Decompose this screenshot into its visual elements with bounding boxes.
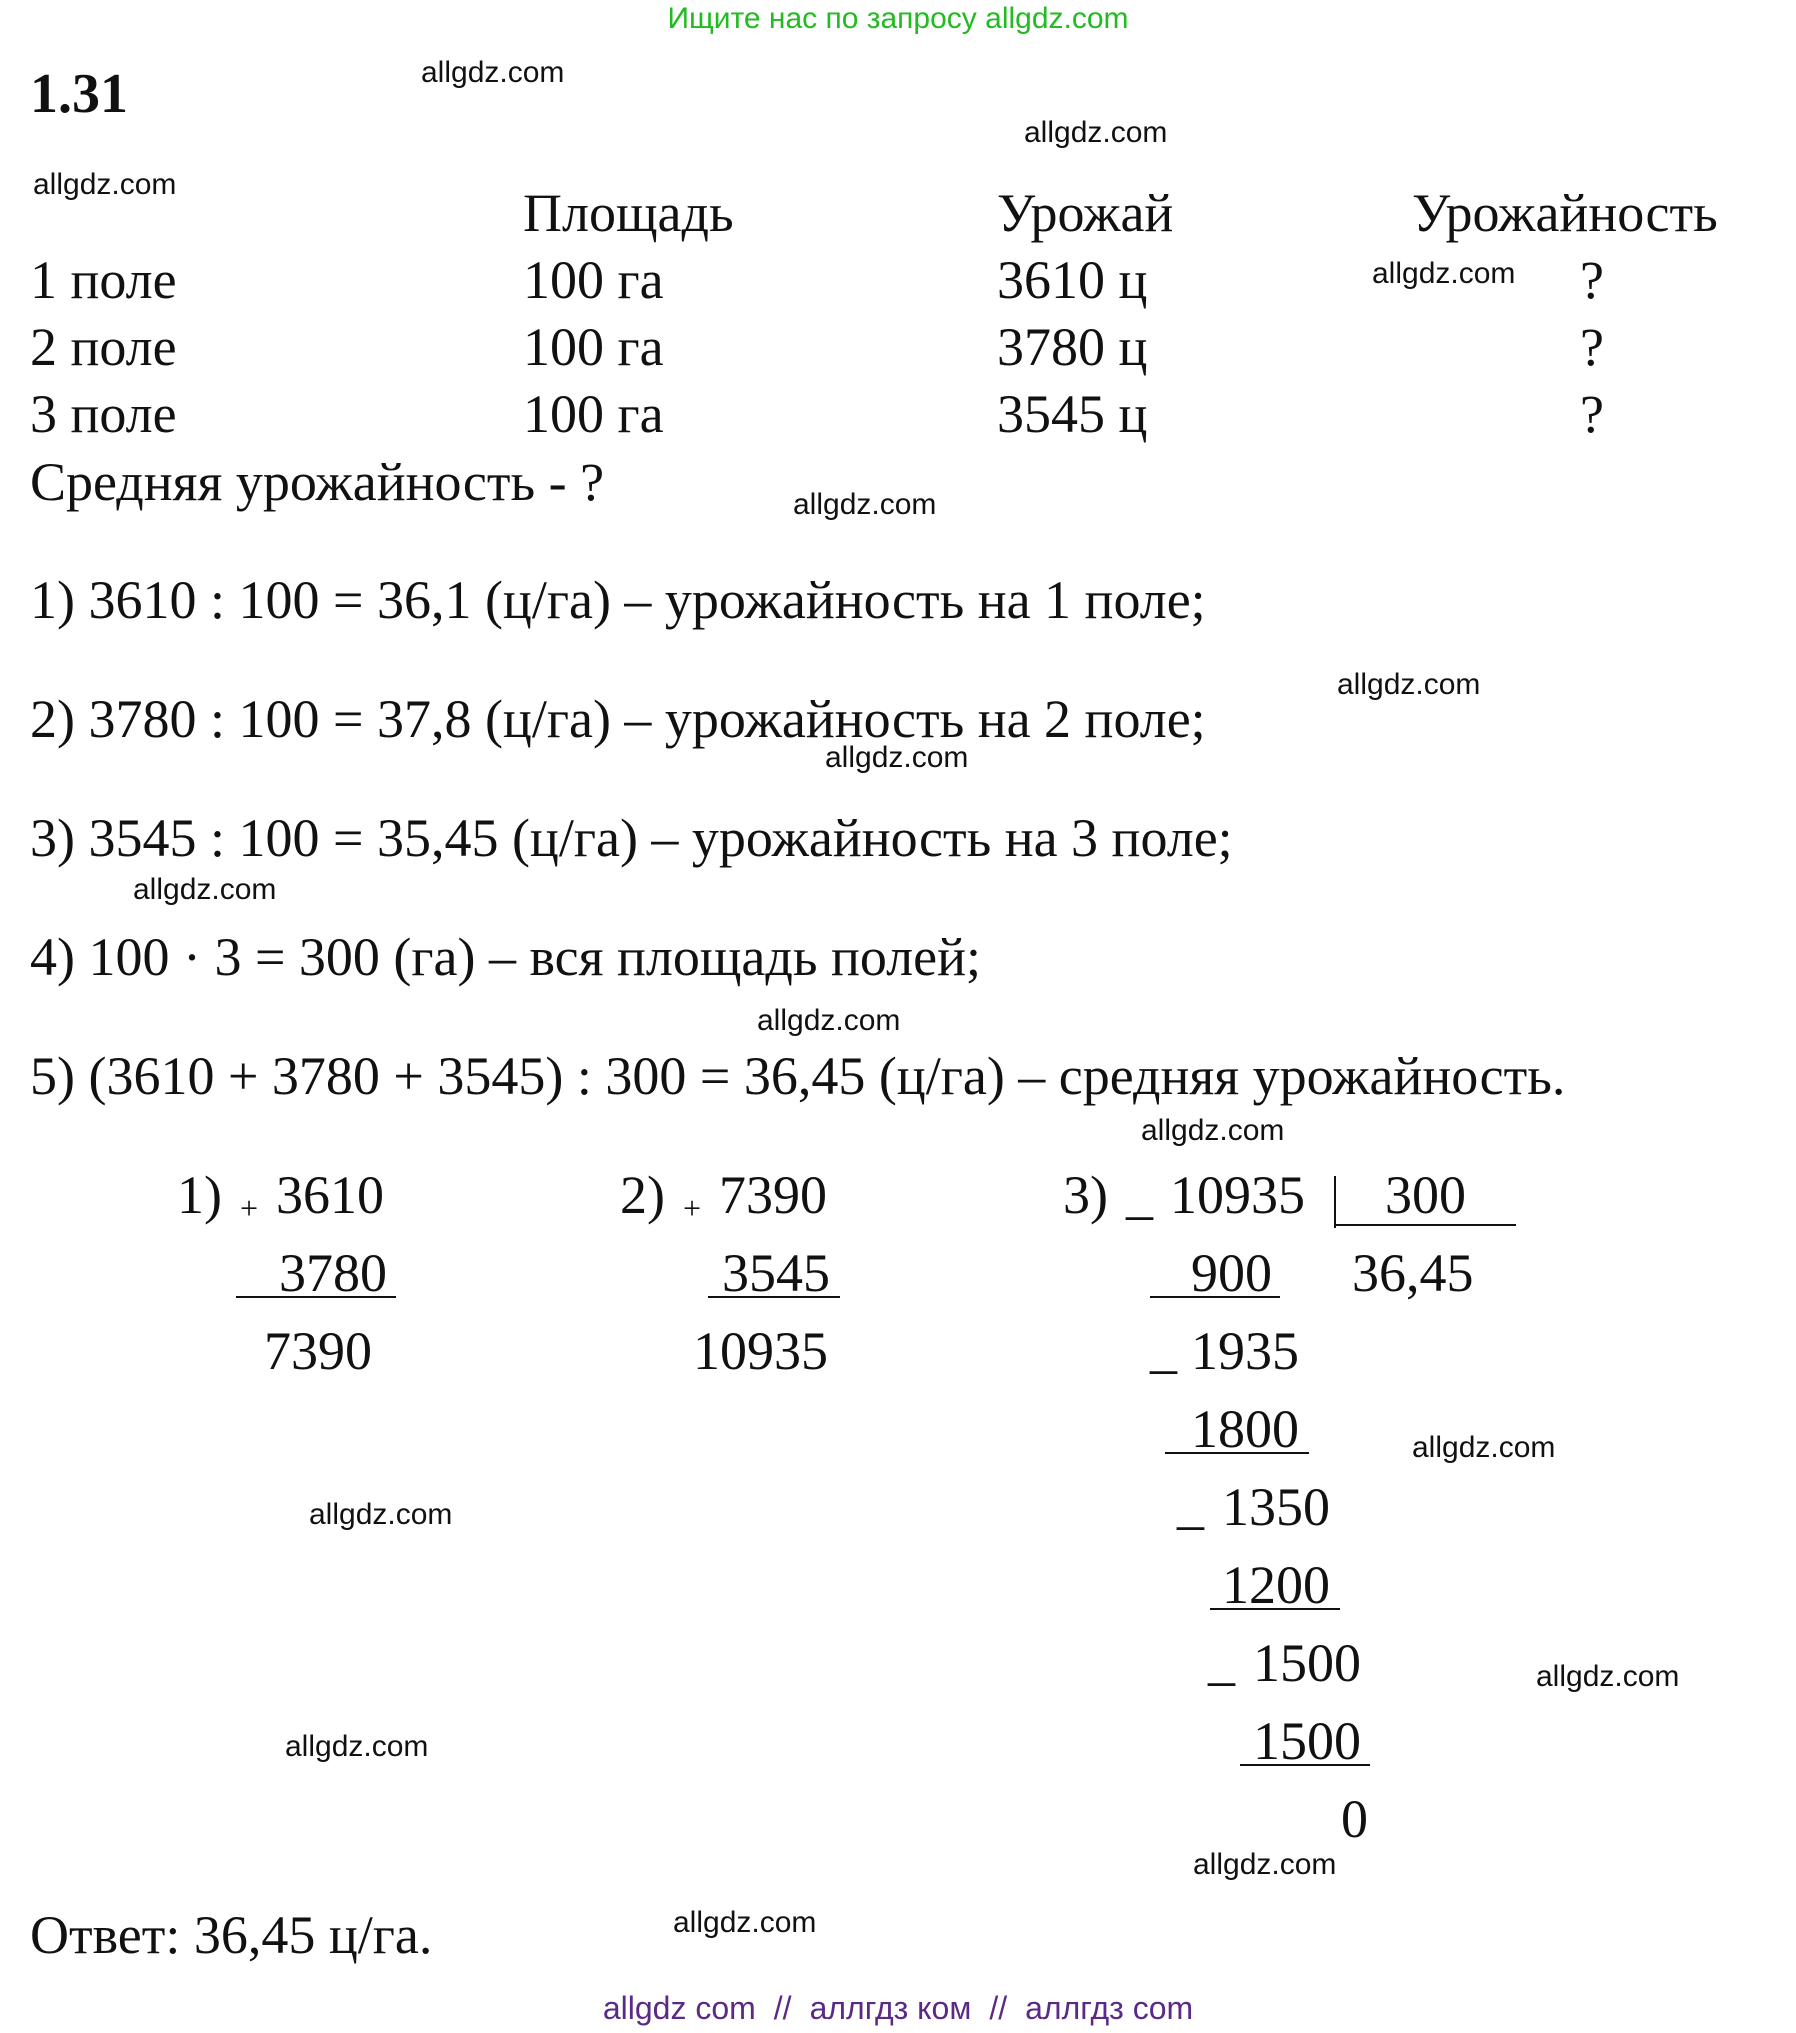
watermark: allgdz.com [673,1906,817,1939]
footer-link[interactable]: аллгдз ком [809,1990,972,2026]
calc1-sum-line [236,1296,396,1298]
calc1-label: 1) [177,1165,222,1225]
watermark: allgdz.com [309,1498,453,1531]
watermark: allgdz.com [757,1004,901,1037]
solution-step: 5) (3610 + 3780 + 3545) : 300 = 36,45 (ц/га) – средняя урожайность. [30,1046,1566,1106]
table-row-yield: ? [1580,384,1604,444]
solution-step: 4) 100 · 3 = 300 (га) – вся площадь полей; [30,927,981,987]
calc2-addend-a: 7390 [719,1165,827,1225]
table-row-harvest: 3610 ц [997,250,1148,310]
watermark: allgdz.com [1141,1114,1285,1147]
calc3-underline [1240,1764,1370,1766]
table-row-label: 1 поле [30,250,177,310]
table-row-harvest: 3545 ц [997,384,1148,444]
calc3-quotient: 36,45 [1352,1243,1474,1303]
calc3-step-line: 1350 [1222,1477,1330,1537]
table-header-harvest: Урожай [997,183,1174,243]
calc1-result: 7390 [264,1321,372,1381]
calc3-underline [1210,1608,1340,1610]
table-row-area: 100 га [523,317,664,377]
division-bracket-vertical [1334,1176,1336,1228]
watermark: allgdz.com [1193,1848,1337,1881]
calc3-minus: _ [1126,1165,1153,1225]
calc3-step-line: 1500 [1253,1633,1361,1693]
calc2-sum-line [708,1296,840,1298]
footer-separator: // [989,1990,1008,2026]
watermark: allgdz.com [33,168,177,201]
solution-step: 1) 3610 : 100 = 36,1 (ц/га) – урожайность на 1 поле; [30,570,1206,630]
watermark: allgdz.com [285,1730,429,1763]
calc3-label: 3) [1063,1165,1108,1225]
footer-links [0,1990,1796,2027]
calc3-step-line: 1935 [1191,1321,1299,1381]
calc3-minus: _ [1208,1631,1235,1691]
calc3-underline [1165,1452,1309,1454]
table-row-area: 100 га [523,384,664,444]
question-text: Средняя урожайность - ? [30,452,605,512]
table-row-area: 100 га [523,250,664,310]
calc2-label: 2) [620,1165,665,1225]
table-row-yield: ? [1580,317,1604,377]
calc3-dividend: 10935 [1170,1165,1305,1225]
calc1-addend-a: 3610 [276,1165,384,1225]
watermark: allgdz.com [825,741,969,774]
watermark: allgdz.com [133,873,277,906]
watermark: allgdz.com [793,488,937,521]
solution-step: 2) 3780 : 100 = 37,8 (ц/га) – урожайность на 2 поле; [30,689,1206,749]
calc2-result: 10935 [693,1321,828,1381]
calc3-divisor: 300 [1385,1165,1466,1225]
watermark: allgdz.com [1337,668,1481,701]
watermark: allgdz.com [1024,116,1168,149]
footer-link[interactable]: аллгдз com [1025,1990,1194,2026]
table-header-yield: Урожайность [1412,183,1718,243]
footer-link[interactable]: allgdz com [602,1990,756,2026]
watermark: allgdz.com [1412,1431,1556,1464]
calc3-remainder: 0 [1341,1789,1368,1849]
calc1-plus-sign: + [240,1190,259,1226]
calc3-underline [1150,1296,1280,1298]
calc3-step-line: 1800 [1191,1399,1299,1459]
table-row-label: 3 поле [30,384,177,444]
calc3-step-line: 900 [1191,1243,1272,1303]
calc3-minus: _ [1150,1319,1177,1379]
table-row-label: 2 поле [30,317,177,377]
calc2-plus-sign: + [683,1190,702,1226]
exercise-number: 1.31 [30,63,128,125]
table-row-harvest: 3780 ц [997,317,1148,377]
calc3-minus: _ [1177,1475,1204,1535]
division-bracket-horizontal [1334,1224,1516,1226]
watermark: allgdz.com [1372,257,1516,290]
calc2-addend-b: 3545 [722,1243,830,1303]
top-banner[interactable]: Ищите нас по запросу allgdz.com [667,2,1129,35]
calc1-addend-b: 3780 [279,1243,387,1303]
answer-text: Ответ: 36,45 ц/га. [30,1905,433,1965]
table-header-area: Площадь [523,183,734,243]
calc3-step-line: 1200 [1222,1555,1330,1615]
table-row-yield: ? [1580,250,1604,310]
watermark: allgdz.com [421,56,565,89]
calc3-step-line: 1500 [1253,1711,1361,1771]
watermark: allgdz.com [1536,1660,1680,1693]
solution-step: 3) 3545 : 100 = 35,45 (ц/га) – урожайность на 3 поле; [30,808,1233,868]
footer-separator: // [773,1990,792,2026]
